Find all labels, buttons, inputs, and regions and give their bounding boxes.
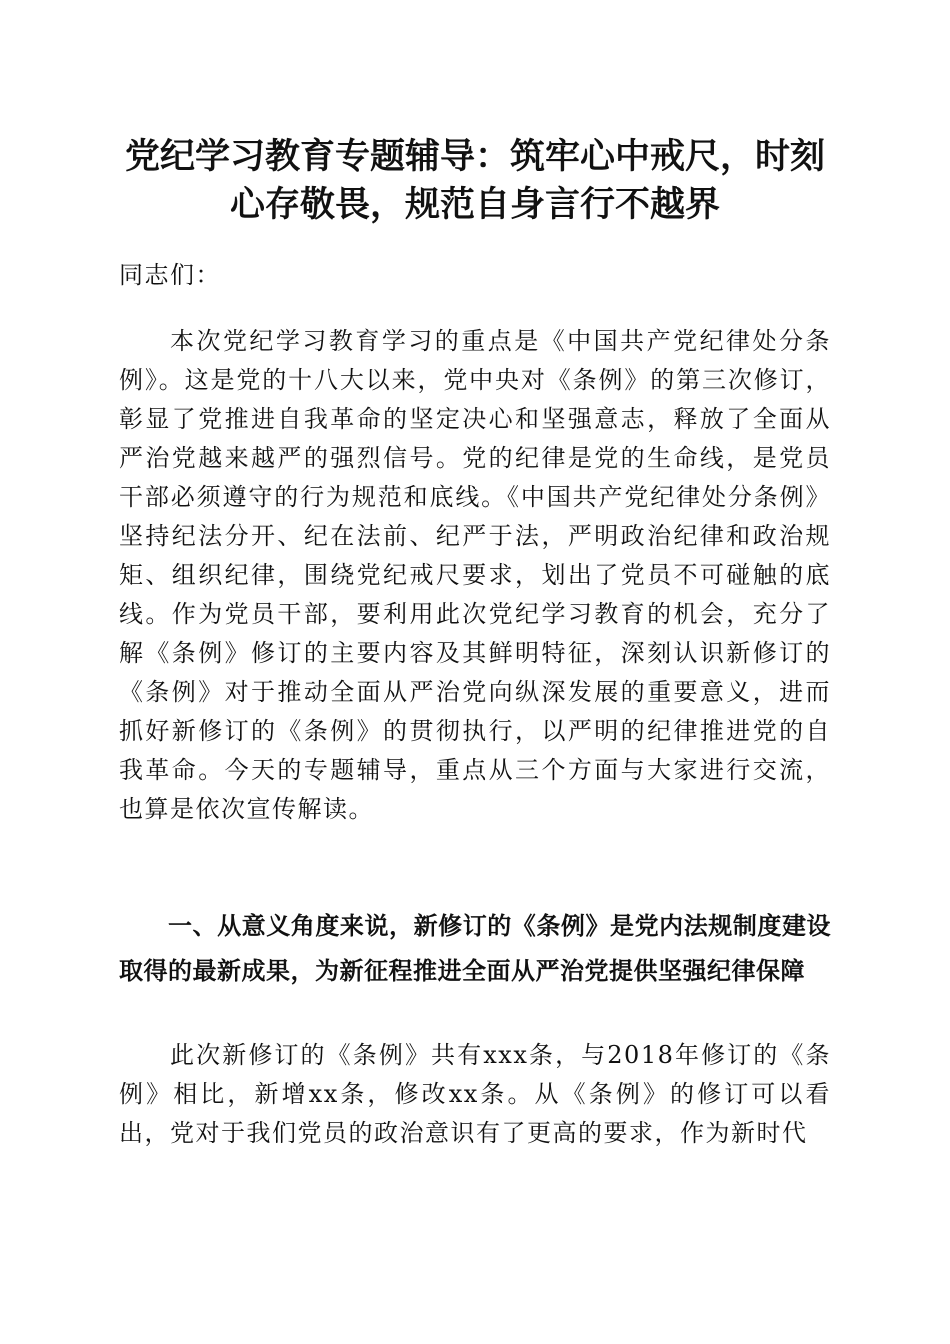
paragraph-intro: 本次党纪学习教育学习的重点是《中国共产党纪律处分条例》。这是党的十八大以来，党中央对《条例》的第三次修订，彰显了党推进自我革命的坚定决心和坚强意志，释放了全面从严治党越来越严的强烈信号。党的纪律是党的生命线，是党员干部必须遵守的行为规范和底线。《中国共产党纪律处分条例》坚持纪法分开、纪在法前、纪严于法，严明政治纪律和政治规矩、组织纪律，围绕党纪戒尺要求，划出了党员不可碰触的底线。作为党员干部，要利用此次党纪学习教育的机会，充分了解《条例》修订的主要内容及其鲜明特征，深刻认识新修订的《条例》对于推动全面从严治党向纵深发展的重要意义，进而抓好新修订的《条例》的贯彻执行，以严明的纪律推进党的自我革命。今天的专题辅导，重点从三个方面与大家进行交流，也算是依次宣传解读。 (119, 327, 831, 823)
title-line-1: 党纪学习教育专题辅导：筑牢心中戒尺，时刻 (124, 136, 825, 177)
paragraph-section-1: 此次新修订的《条例》共有xxx条，与2018年修订的《条例》相比，新增xx条，修改xx条。从《条例》的修订可以看出，党对于我们党员的政治意识有了更高的要求，作为新时代 (119, 1041, 831, 1147)
section-heading-1: 一、从意义角度来说，新修订的《条例》是党内法规制度建设取得的最新成果，为新征程推进全面从严治党提供坚强纪律保障 (119, 912, 831, 985)
title-line-2: 心存敬畏，规范自身言行不越界 (229, 184, 720, 225)
document-title (100, 133, 850, 229)
salutation: 同志们： (119, 261, 221, 289)
